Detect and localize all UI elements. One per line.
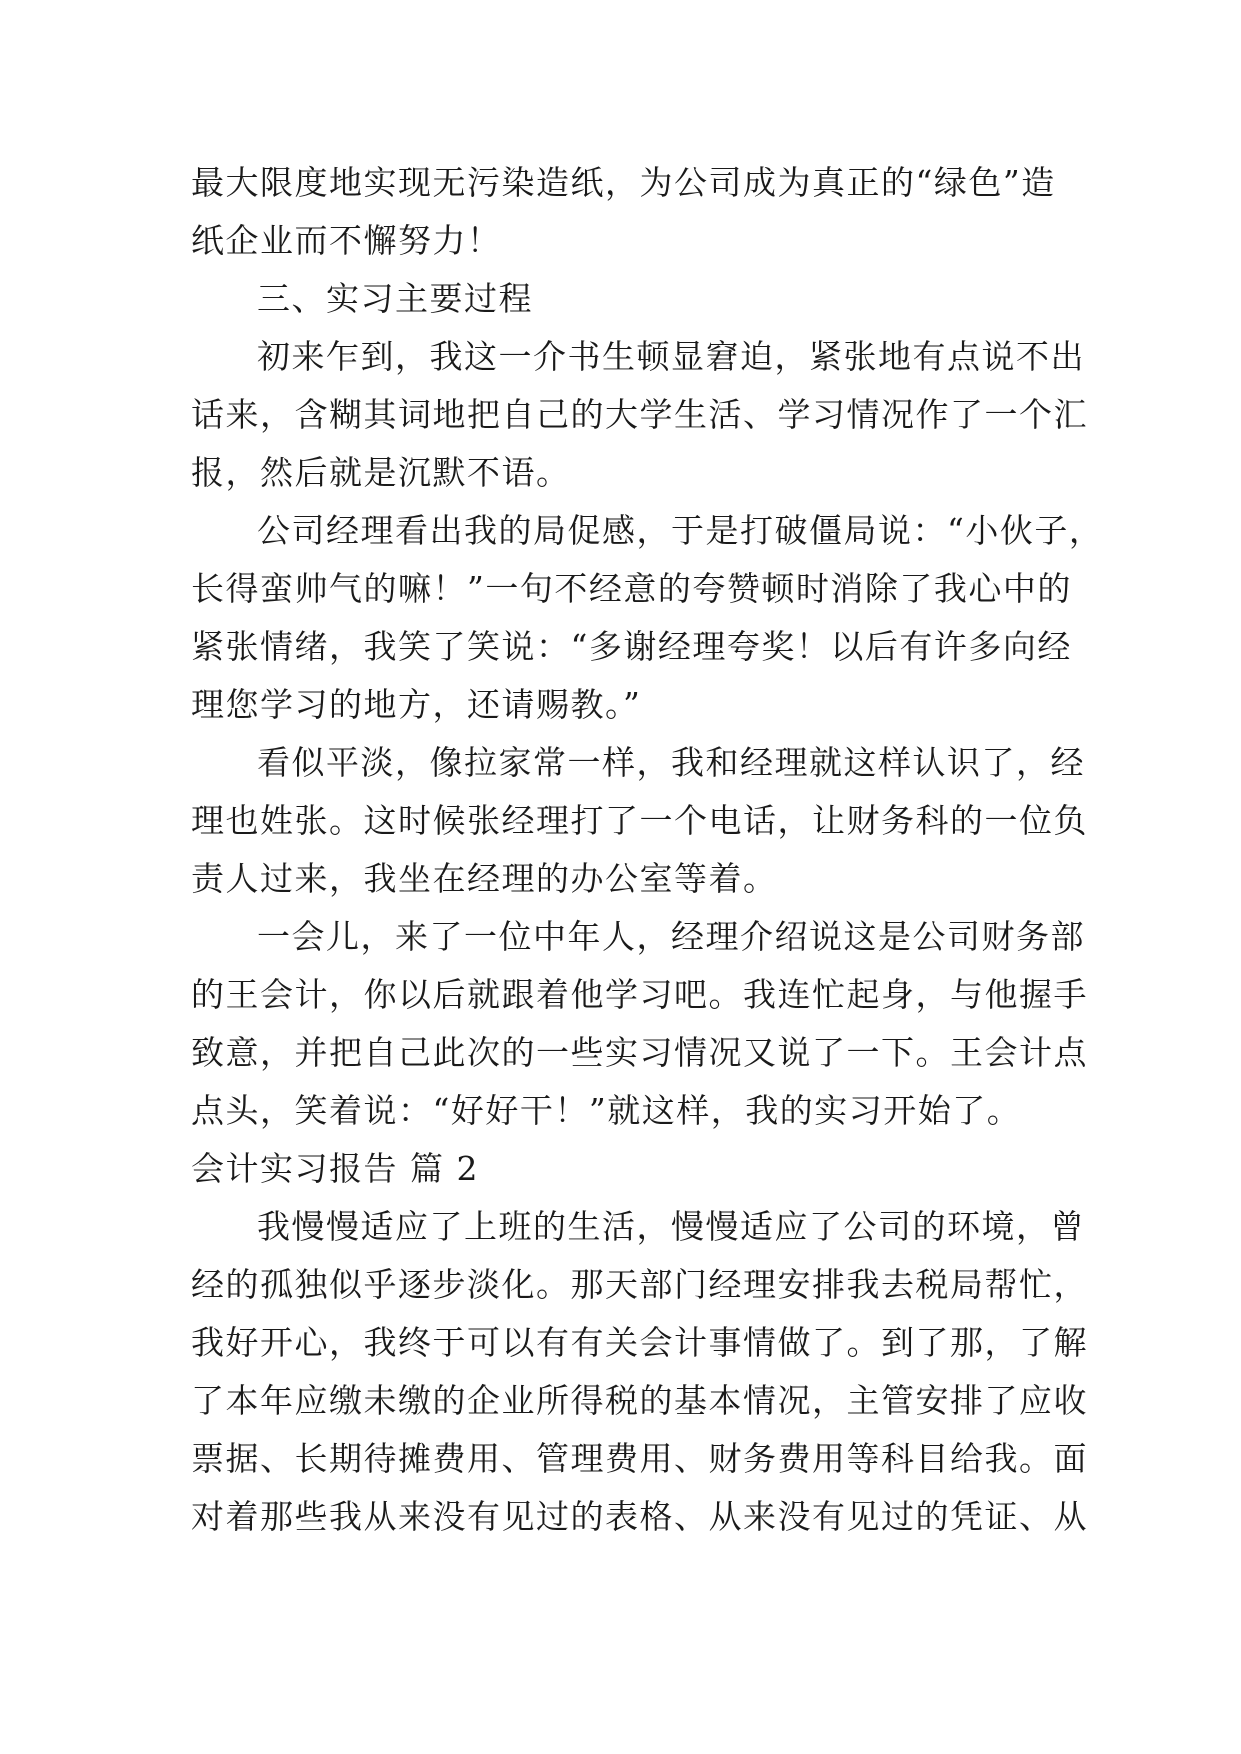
text-line: 理也姓张。这时候张经理打了一个电话，让财务科的一位负 <box>191 801 1088 840</box>
document-body <box>191 154 1104 1546</box>
report-title: 会计实习报告 篇 2 <box>191 1149 479 1188</box>
text-line: 紧张情绪，我笑了笑说：“多谢经理夸奖！以后有许多向经 <box>191 627 1072 666</box>
text-line: 对着那些我从来没有见过的表格、从来没有见过的凭证、从 <box>191 1497 1088 1536</box>
text-line: 话来，含糊其词地把自己的大学生活、学习情况作了一个汇 <box>191 395 1088 434</box>
text-line: 最大限度地实现无污染造纸，为公司成为真正的“绿色”造 <box>191 163 1056 202</box>
text-line: 理您学习的地方，还请赐教。” <box>191 685 642 724</box>
text-line: 初来乍到，我这一介书生顿显窘迫，紧张地有点说不出 <box>257 337 1085 376</box>
text-line: 看似平淡，像拉家常一样，我和经理就这样认识了，经 <box>257 743 1085 782</box>
text-line: 了本年应缴未缴的企业所得税的基本情况，主管安排了应收 <box>191 1381 1088 1420</box>
text-line: 我好开心，我终于可以有有关会计事情做了。到了那，了解 <box>191 1323 1088 1362</box>
text-line: 公司经理看出我的局促感，于是打破僵局说：“小伙子， <box>257 511 1104 550</box>
text-line: 经的孤独似乎逐步淡化。那天部门经理安排我去税局帮忙， <box>191 1265 1088 1304</box>
text-line: 的王会计，你以后就跟着他学习吧。我连忙起身，与他握手 <box>191 975 1088 1014</box>
text-line: 票据、长期待摊费用、管理费用、财务费用等科目给我。面 <box>191 1439 1088 1478</box>
text-line: 纸企业而不懈努力！ <box>191 221 502 260</box>
section-heading: 三、实习主要过程 <box>257 279 533 318</box>
text-line: 一会儿，来了一位中年人，经理介绍说这是公司财务部 <box>257 917 1085 956</box>
text-line: 致意，并把自己此次的一些实习情况又说了一下。王会计点 <box>191 1033 1088 1072</box>
text-line: 报，然后就是沉默不语。 <box>191 453 571 492</box>
text-line: 我慢慢适应了上班的生活，慢慢适应了公司的环境，曾 <box>257 1207 1085 1246</box>
text-line: 长得蛮帅气的嘛！”一句不经意的夸赞顿时消除了我心中的 <box>191 569 1072 608</box>
text-line: 点头，笑着说：“好好干！”就这样，我的实习开始了。 <box>191 1091 1022 1130</box>
text-line: 责人过来，我坐在经理的办公室等着。 <box>191 859 778 898</box>
